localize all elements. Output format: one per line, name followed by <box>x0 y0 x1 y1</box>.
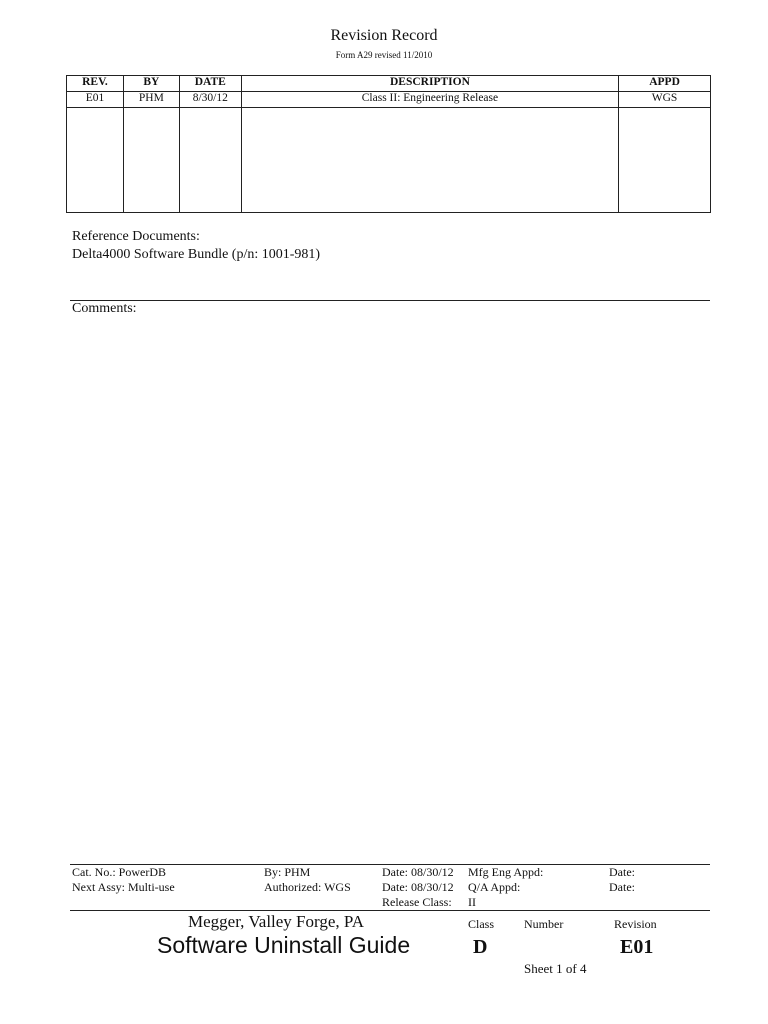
column-header-by: BY <box>123 76 179 92</box>
form-number: Form A29 revised 11/2010 <box>335 50 433 60</box>
column-header-appd: APPD <box>619 76 711 92</box>
sheet-number: Sheet 1 of 4 <box>524 961 587 976</box>
date-field-1: Date: 08/30/12 <box>382 865 454 879</box>
column-header-description: DESCRIPTION <box>241 76 618 92</box>
qa-appd: Q/A Appd: <box>468 880 521 894</box>
next-assy: Next Assy: Multi-use <box>72 880 175 894</box>
mfg-eng-appd: Mfg Eng Appd: <box>468 865 544 879</box>
footer-divider-bottom <box>70 910 710 911</box>
date-field-2: Date: 08/30/12 <box>382 880 454 894</box>
document-title: Software Uninstall Guide <box>157 932 411 958</box>
reference-documents-label: Reference Documents: <box>72 229 200 244</box>
table-header-row <box>67 76 711 92</box>
empty-table-row <box>67 108 711 213</box>
authorized-field: Authorized: WGS <box>264 880 351 894</box>
date-right-1: Date: <box>609 865 635 879</box>
description-cell: Class II: Engineering Release <box>241 92 618 108</box>
divider <box>70 300 710 301</box>
revision-value: E01 <box>620 936 654 958</box>
reference-documents <box>72 228 320 264</box>
revision-label: Revision <box>614 917 657 931</box>
comments-label: Comments: <box>72 301 137 316</box>
table-row <box>67 92 711 108</box>
rev-cell: E01 <box>67 92 124 108</box>
by-field: By: PHM <box>264 865 311 879</box>
class-label: Class <box>468 917 495 931</box>
page-title: Revision Record <box>330 27 438 44</box>
release-class-value: II <box>468 895 476 909</box>
column-header-rev: REV. <box>67 76 124 92</box>
reference-item: Delta4000 Software Bundle (p/n: 1001-981) <box>72 247 321 262</box>
number-label: Number <box>524 917 564 931</box>
class-value: D <box>473 936 488 958</box>
date-right-2: Date: <box>609 880 635 894</box>
company-name: Megger, Valley Forge, PA <box>188 912 365 931</box>
column-header-date: DATE <box>179 76 241 92</box>
by-cell: PHM <box>123 92 179 108</box>
revision-table <box>66 75 711 213</box>
cat-no: Cat. No.: PowerDB <box>72 865 166 879</box>
date-cell: 8/30/12 <box>179 92 241 108</box>
release-class-label: Release Class: <box>382 895 452 909</box>
appd-cell: WGS <box>619 92 711 108</box>
